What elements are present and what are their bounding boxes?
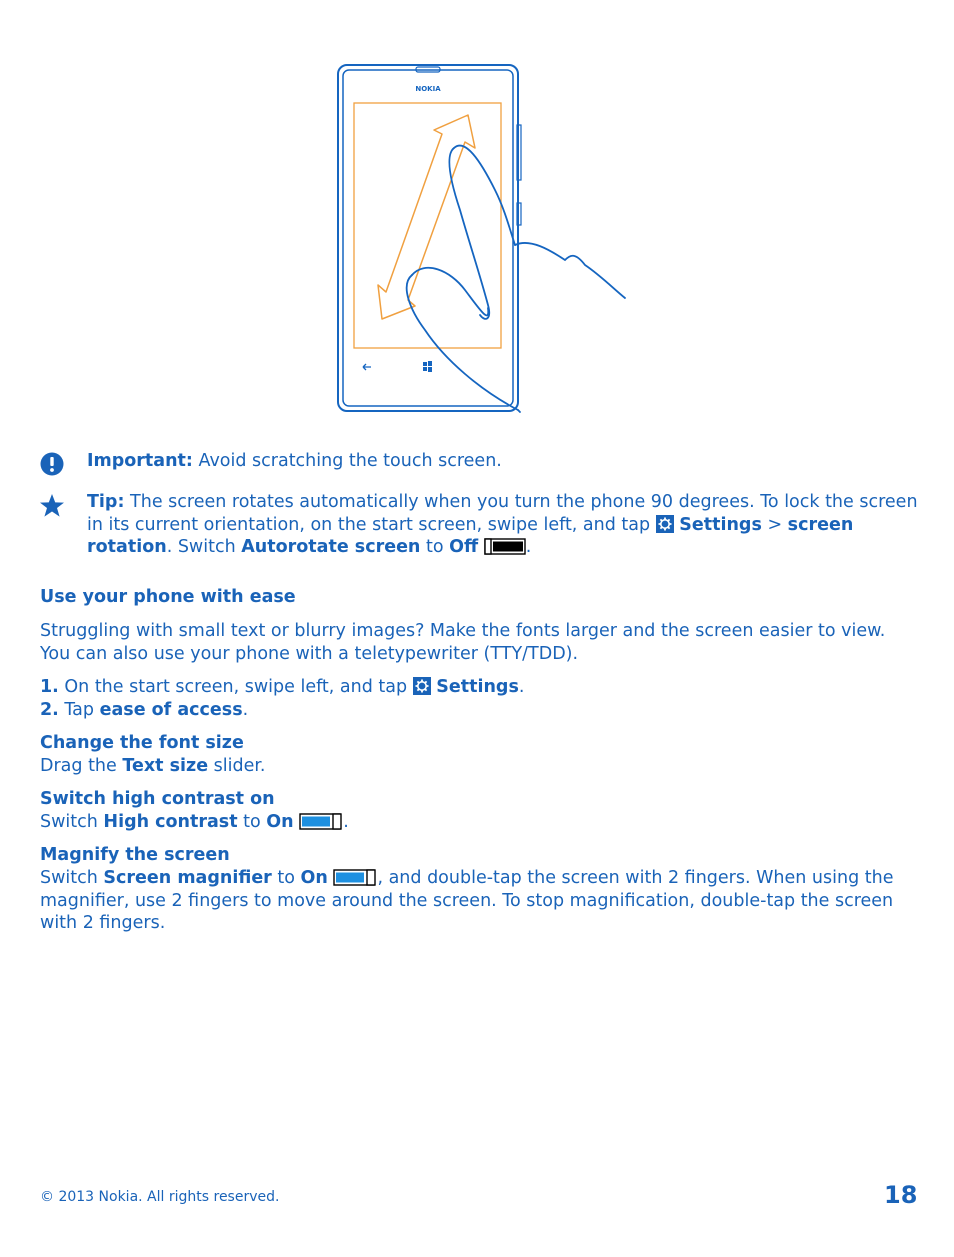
tip-label: Tip: <box>87 492 125 512</box>
important-label: Important: <box>87 451 193 471</box>
step-2-end: . <box>242 700 249 720</box>
contrast-pre: Switch <box>40 812 104 832</box>
tip-separator: > <box>761 514 788 535</box>
contrast-text <box>40 811 920 834</box>
tip-settings: Settings <box>679 514 762 535</box>
step-1-number: 1. <box>40 677 59 697</box>
magnify-pre: Switch <box>40 868 104 888</box>
high-contrast-label: High contrast <box>103 812 238 832</box>
settings-gear-icon <box>656 515 674 533</box>
tip-text: The screen rotates automatically when you turn the phone 90 degrees. To lock the screen in its current orientation, on the start screen, swipe left, and tap <box>87 492 918 535</box>
step-1-end: . <box>518 677 525 697</box>
tip-autorotate: Autorotate screen <box>241 537 421 557</box>
contrast-end: . <box>343 812 349 832</box>
magnify-on: On <box>300 868 328 888</box>
back-icon <box>363 364 371 370</box>
phone-pinch-illustration <box>330 60 630 420</box>
step-1 <box>40 676 920 699</box>
star-icon <box>39 493 65 518</box>
tip-off: Off <box>449 537 479 557</box>
step-1-bold: Settings <box>436 677 519 697</box>
settings-gear-icon <box>413 677 431 695</box>
contrast-to: to <box>237 812 267 832</box>
tip-screen-rotation: screen rotation <box>87 514 854 557</box>
windows-icon <box>423 361 432 372</box>
step-2-text: Tap <box>58 700 100 720</box>
phone-brand-label: NOKIA <box>415 85 441 93</box>
important-text: Avoid scratching the touch screen. <box>192 451 502 471</box>
font-size-post: slider. <box>208 756 266 776</box>
magnify-text <box>40 867 910 935</box>
contrast-on: On <box>266 812 294 832</box>
toggle-on-icon <box>333 869 377 886</box>
font-size-pre: Drag the <box>40 756 123 776</box>
important-note <box>87 450 927 473</box>
step-1-text: On the start screen, swipe left, and tap <box>58 677 413 697</box>
toggle-off-icon <box>484 538 526 555</box>
contrast-heading: Switch high contrast on <box>40 789 275 809</box>
important-icon <box>40 452 64 476</box>
tip-note <box>87 491 922 559</box>
step-2-bold: ease of access <box>99 700 243 720</box>
copyright: © 2013 Nokia. All rights reserved. <box>40 1189 280 1205</box>
magnify-heading: Magnify the screen <box>40 845 230 865</box>
section-title: Use your phone with ease <box>40 587 296 607</box>
tip-to: to <box>420 537 450 557</box>
tip-text-2: . Switch <box>166 537 242 557</box>
page-number: 18 <box>884 1181 918 1209</box>
magnify-post: , and double-tap the screen with 2 fingers. When using the magnifier, use 2 fingers to move around the screen. To stop magnification, double-tap the screen with 2 fingers. <box>40 868 894 933</box>
intro-paragraph: Struggling with small text or blurry images? Make the fonts larger and the screen easier to view. You can also use your phone with a teletypewriter (TTY/TDD). <box>40 621 886 664</box>
hand-icon <box>407 146 625 412</box>
toggle-on-icon <box>299 813 343 830</box>
font-size-heading: Change the font size <box>40 733 244 753</box>
text-size-label: Text size <box>122 756 209 776</box>
tip-end: . <box>525 537 532 557</box>
step-2 <box>40 699 920 722</box>
step-2-number: 2. <box>40 700 59 720</box>
magnify-to: to <box>271 868 301 888</box>
font-size-text <box>40 755 920 778</box>
screen-magnifier-label: Screen magnifier <box>103 868 272 888</box>
